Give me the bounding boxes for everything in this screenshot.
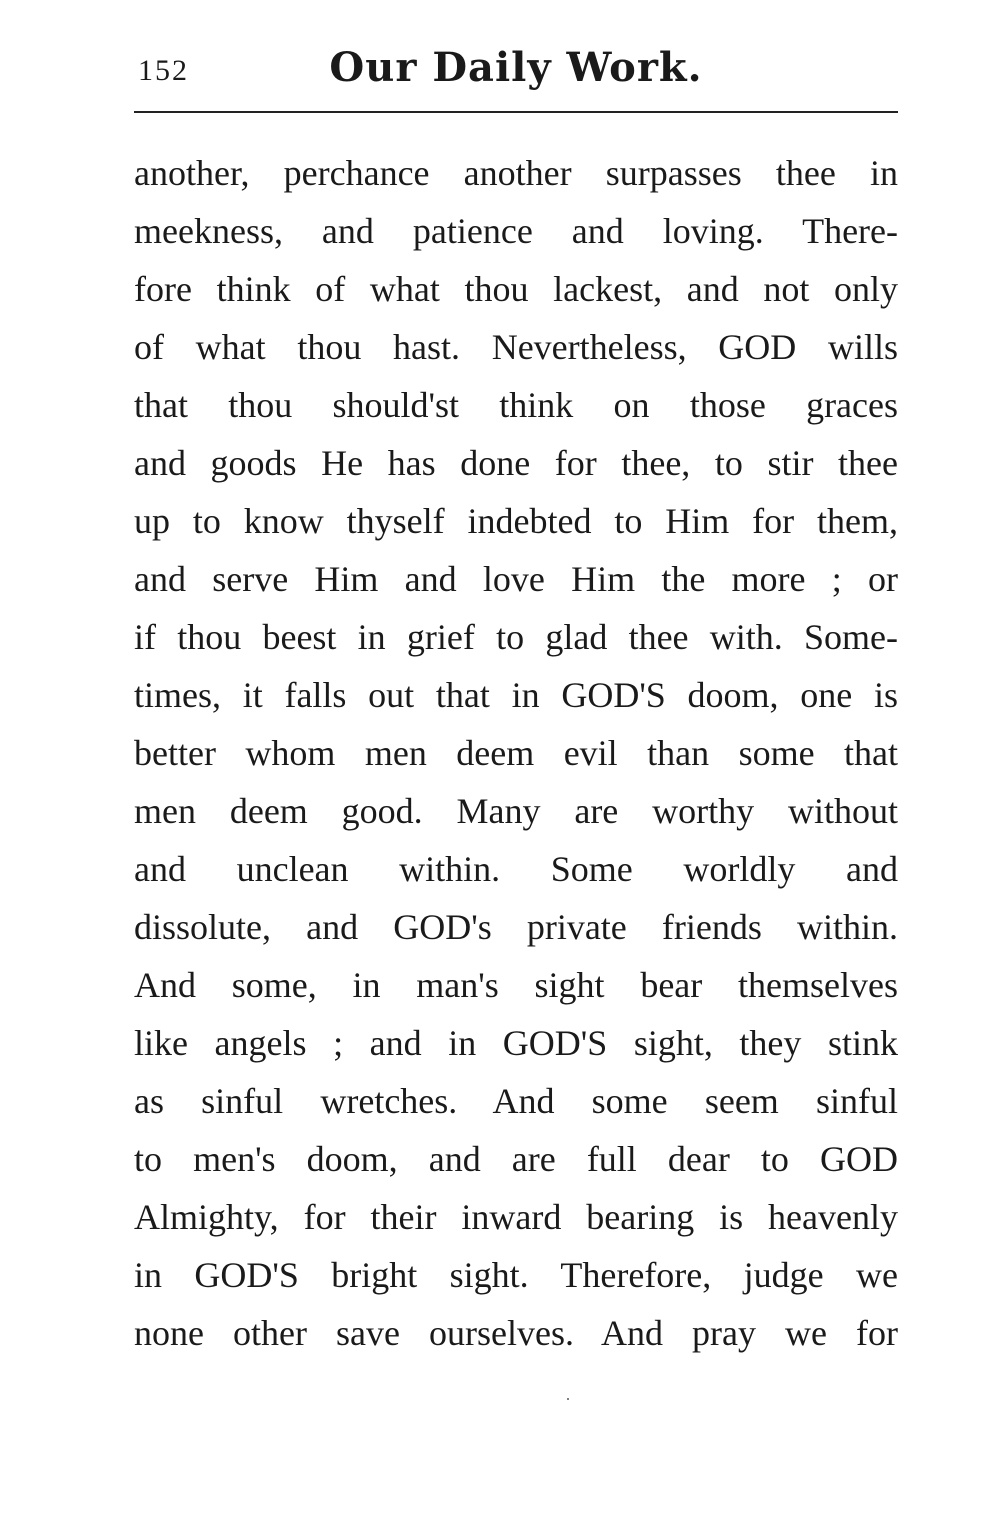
text-line: if thou beest in grief to glad thee with. Some- bbox=[134, 617, 898, 657]
text-line: that thou should'st think on those graces bbox=[134, 385, 898, 425]
text-line: And some, in man's sight bear themselves bbox=[134, 965, 898, 1005]
text-line: fore think of what thou lackest, and not only bbox=[134, 269, 898, 309]
print-speck bbox=[567, 1398, 569, 1400]
text-line: better whom men deem evil than some that bbox=[134, 733, 898, 773]
text-line: dissolute, and GOD's private friends within. bbox=[134, 907, 898, 947]
text-line: like angels ; and in GOD'S sight, they stink bbox=[134, 1023, 898, 1063]
text-line: in GOD'S bright sight. Therefore, judge we bbox=[134, 1255, 898, 1295]
body-text bbox=[134, 144, 898, 1362]
text-line: none other save ourselves. And pray we for bbox=[134, 1313, 898, 1353]
text-line: meekness, and patience and loving. There- bbox=[134, 211, 898, 251]
page-header bbox=[134, 44, 898, 108]
text-line: times, it falls out that in GOD'S doom, one is bbox=[134, 675, 898, 715]
text-line: as sinful wretches. And some seem sinful bbox=[134, 1081, 898, 1121]
text-line: to men's doom, and are full dear to GOD bbox=[134, 1139, 898, 1179]
header-rule bbox=[134, 111, 898, 113]
text-line: another, perchance another surpasses thee in bbox=[134, 153, 898, 193]
text-line: up to know thyself indebted to Him for them, bbox=[134, 501, 898, 541]
text-line: and unclean within. Some worldly and bbox=[134, 849, 898, 889]
page-number: 152 bbox=[138, 54, 189, 87]
running-title: Our Daily Work. bbox=[329, 44, 703, 91]
text-line: Almighty, for their inward bearing is heavenly bbox=[134, 1197, 898, 1237]
text-line: men deem good. Many are worthy without bbox=[134, 791, 898, 831]
text-line: and goods He has done for thee, to stir thee bbox=[134, 443, 898, 483]
text-line: of what thou hast. Nevertheless, GOD wills bbox=[134, 327, 898, 367]
text-line: and serve Him and love Him the more ; or bbox=[134, 559, 898, 599]
